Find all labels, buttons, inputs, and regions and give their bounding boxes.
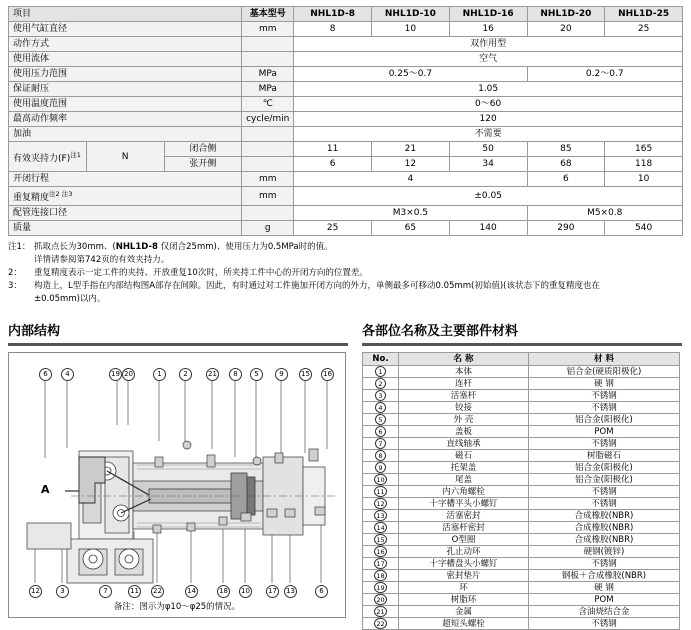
part-material: 不锈钢	[529, 438, 680, 450]
part-material: 合成橡胶(NBR)	[529, 510, 680, 522]
table-row	[9, 221, 683, 236]
cell-span: ±0.05	[294, 187, 683, 206]
parts-list-column	[362, 320, 682, 630]
callout-top-11: 16	[321, 368, 334, 381]
drawing-svg	[9, 353, 346, 618]
row-unit	[242, 157, 294, 172]
part-material: 铝合金(硬质阳极化)	[529, 366, 680, 378]
cell-group: M5×0.8	[527, 206, 683, 221]
part-number: 17	[363, 558, 399, 570]
cell-span: 1.05	[294, 82, 683, 97]
row-label: 最高动作频率	[9, 112, 242, 127]
part-number: 9	[363, 462, 399, 474]
footnote-1-sub: 详情请参阅第742页的有效夹持力。	[34, 255, 170, 265]
section-rule	[362, 343, 682, 346]
part-material: 不锈钢	[529, 390, 680, 402]
cell: 540	[605, 221, 683, 236]
row-unit-newton: N	[86, 142, 164, 172]
part-name: 活塞杆	[399, 390, 529, 402]
callout-bottom-0: 12	[29, 585, 42, 598]
part-material: 树脂磁石	[529, 450, 680, 462]
table-row	[363, 402, 680, 414]
cell: 68	[527, 157, 605, 172]
cell-group: 10	[605, 172, 683, 187]
part-name: 十字槽平头小螺钉	[399, 498, 529, 510]
callout-top-10: 15	[299, 368, 312, 381]
row-sub-label: 闭合侧	[164, 142, 242, 157]
table-row	[363, 546, 680, 558]
part-material: 铝合金(阳极化)	[529, 474, 680, 486]
table-row	[363, 618, 680, 630]
model-col-3: NHL1D-20	[527, 7, 605, 22]
table-row	[363, 486, 680, 498]
callout-bottom-4: 22	[151, 585, 164, 598]
part-number: 13	[363, 510, 399, 522]
row-unit	[242, 142, 294, 157]
table-row	[9, 172, 683, 187]
row-unit: g	[242, 221, 294, 236]
part-number: 11	[363, 486, 399, 498]
table-row	[9, 97, 683, 112]
part-number: 16	[363, 546, 399, 558]
cell: 6	[294, 157, 372, 172]
table-row	[9, 206, 683, 221]
parts-header-material: 材 料	[529, 353, 680, 366]
part-name: 外 壳	[399, 414, 529, 426]
footnote-marker: 注2 注3	[49, 190, 73, 198]
part-number: 12	[363, 498, 399, 510]
parts-header-no: No.	[363, 353, 399, 366]
part-name: 盖板	[399, 426, 529, 438]
callout-A-label: A	[41, 483, 50, 496]
row-unit	[242, 206, 294, 221]
part-material: 合成橡胶(NBR)	[529, 522, 680, 534]
part-name: 金属	[399, 606, 529, 618]
row-unit: mm	[242, 172, 294, 187]
callout-top-8: 5	[250, 368, 263, 381]
model-col-1: NHL1D-10	[372, 7, 450, 22]
row-label: 使用气缸直径	[9, 22, 242, 37]
cell: 118	[605, 157, 683, 172]
part-number: 20	[363, 594, 399, 606]
part-name: 活塞杆密封	[399, 522, 529, 534]
part-name: 托架盖	[399, 462, 529, 474]
row-unit: mm	[242, 22, 294, 37]
footnote-3-sub: ±0.05mm)以内。	[34, 294, 106, 304]
table-row	[363, 582, 680, 594]
internal-structure-column	[8, 320, 348, 630]
part-number: 10	[363, 474, 399, 486]
table-row	[9, 67, 683, 82]
callout-top-3: 20	[122, 368, 135, 381]
part-name: 活塞密封	[399, 510, 529, 522]
table-row	[363, 414, 680, 426]
parts-header-name: 名 称	[399, 353, 529, 366]
row-label-grip-force: 有效夹持力$(F)^{注1}$	[9, 142, 87, 172]
callout-bottom-9: 13	[284, 585, 297, 598]
callout-top-1: 4	[61, 368, 74, 381]
row-sub-label: 张开侧	[164, 157, 242, 172]
part-number: 21	[363, 606, 399, 618]
cell-span: 空气	[294, 52, 683, 67]
cell: 290	[527, 221, 605, 236]
specification-table	[8, 6, 683, 236]
callout-top-2: 19	[109, 368, 122, 381]
model-col-2: NHL1D-16	[449, 7, 527, 22]
table-row	[363, 534, 680, 546]
part-number: 22	[363, 618, 399, 630]
cell: 11	[294, 142, 372, 157]
cell: 165	[605, 142, 683, 157]
parts-table	[362, 352, 680, 630]
row-label: 配管连接口径	[9, 206, 242, 221]
row-label: 加油	[9, 127, 242, 142]
part-number: 14	[363, 522, 399, 534]
row-label: 开闭行程	[9, 172, 242, 187]
part-name: O型圈	[399, 534, 529, 546]
cell: 50	[449, 142, 527, 157]
row-label: 动作方式	[9, 37, 242, 52]
callout-top-0: 6	[39, 368, 52, 381]
table-row	[363, 462, 680, 474]
table-row	[9, 37, 683, 52]
cell: 140	[449, 221, 527, 236]
footnotes	[8, 241, 683, 306]
model-col-4: NHL1D-25	[605, 7, 683, 22]
table-row	[363, 498, 680, 510]
callout-top-9: 9	[275, 368, 288, 381]
footnote-text: 重复精度表示一定工件的夹持、开放重复10次时，所夹持工件中心的开闭方向的位置差。	[34, 268, 368, 278]
header-item-label: 项目	[9, 7, 242, 22]
part-name: 环	[399, 582, 529, 594]
table-row	[363, 522, 680, 534]
part-number: 18	[363, 570, 399, 582]
table-row	[9, 22, 683, 37]
part-name: 直线轴承	[399, 438, 529, 450]
part-number: 19	[363, 582, 399, 594]
cell: 20	[527, 22, 605, 37]
part-number: 15	[363, 534, 399, 546]
callout-top-4: 1	[153, 368, 166, 381]
table-row	[9, 127, 683, 142]
part-material: 合成橡胶(NBR)	[529, 534, 680, 546]
part-material: 不锈钢	[529, 402, 680, 414]
callout-top-6: 21	[206, 368, 219, 381]
cell: 25	[605, 22, 683, 37]
callout-bottom-10: 6	[315, 585, 328, 598]
table-row	[9, 52, 683, 67]
part-material: 硬 钢	[529, 582, 680, 594]
callout-bottom-6: 18	[217, 585, 230, 598]
part-material: 不锈钢	[529, 618, 680, 630]
cell-span: 0～60	[294, 97, 683, 112]
cell: 16	[449, 22, 527, 37]
table-row	[363, 570, 680, 582]
part-material: 不锈钢	[529, 486, 680, 498]
part-material: POM	[529, 594, 680, 606]
table-row	[363, 426, 680, 438]
part-number: 5	[363, 414, 399, 426]
cell: 34	[449, 157, 527, 172]
cell-span: 不需要	[294, 127, 683, 142]
table-row	[363, 594, 680, 606]
part-material: 铝合金(阳极化)	[529, 462, 680, 474]
part-material: 硬钢(镀锌)	[529, 546, 680, 558]
part-name: 尾盖	[399, 474, 529, 486]
part-material: 不锈钢	[529, 498, 680, 510]
part-number: 1	[363, 366, 399, 378]
callout-bottom-1: 3	[56, 585, 69, 598]
table-row	[9, 112, 683, 127]
part-number: 4	[363, 402, 399, 414]
cell: 21	[372, 142, 450, 157]
part-material: 含油烧结合金	[529, 606, 680, 618]
part-name: 十字槽盘头小螺钉	[399, 558, 529, 570]
callout-bottom-8: 17	[266, 585, 279, 598]
part-name: 本体	[399, 366, 529, 378]
table-row	[363, 378, 680, 390]
cell: 12	[372, 157, 450, 172]
part-name: 树脂环	[399, 594, 529, 606]
row-unit	[242, 127, 294, 142]
row-unit: cycle/min	[242, 112, 294, 127]
callout-bottom-7: 10	[239, 585, 252, 598]
row-unit: MPa	[242, 82, 294, 97]
part-number: 8	[363, 450, 399, 462]
parts-header-row	[363, 353, 680, 366]
part-name: 孔止动环	[399, 546, 529, 558]
callout-bottom-2: 7	[99, 585, 112, 598]
section-title-internal-structure: 内部结构	[8, 324, 61, 339]
part-number: 2	[363, 378, 399, 390]
cell: 85	[527, 142, 605, 157]
row-unit: ℃	[242, 97, 294, 112]
row-label: 使用压力范围	[9, 67, 242, 82]
table-header-row	[9, 7, 683, 22]
part-number: 6	[363, 426, 399, 438]
row-unit: mm	[242, 187, 294, 206]
part-material: 硬 钢	[529, 378, 680, 390]
table-row	[9, 142, 683, 157]
table-row	[363, 390, 680, 402]
part-name: 磁石	[399, 450, 529, 462]
table-row	[363, 438, 680, 450]
part-material: POM	[529, 426, 680, 438]
cell-group: M3×0.5	[294, 206, 527, 221]
cell: 65	[372, 221, 450, 236]
footnote-1	[8, 241, 683, 254]
callout-bottom-3: 11	[128, 585, 141, 598]
cell-group: 0.2～0.7	[527, 67, 683, 82]
row-label: 保证耐压	[9, 82, 242, 97]
row-label: 使用流体	[9, 52, 242, 67]
callout-top-7: 8	[229, 368, 242, 381]
part-material: 钢板＋合成橡胶(NBR)	[529, 570, 680, 582]
footnote-number: 注1：	[8, 242, 31, 252]
table-row	[363, 366, 680, 378]
table-row	[363, 450, 680, 462]
part-material: 不锈钢	[529, 558, 680, 570]
table-row	[363, 606, 680, 618]
internal-structure-drawing	[8, 352, 346, 618]
table-row	[9, 82, 683, 97]
header-model-label: 基本型号	[242, 7, 294, 22]
footnote-text: 构造上，L型手指在内部结构图A部存在间隙。因此，有时通过对工件施加开闭方向的外力，单侧最多可移动0.05mm(初始值)(该状态下的重复精度也在	[34, 281, 600, 291]
section-rule	[8, 343, 348, 346]
part-material: 铝合金(阳极化)	[529, 414, 680, 426]
table-row	[363, 510, 680, 522]
cell: 25	[294, 221, 372, 236]
table-row	[363, 474, 680, 486]
footnote-number: 3：	[8, 281, 22, 291]
row-unit	[242, 37, 294, 52]
row-label: 重复精度$^{注2 注3}$	[9, 187, 242, 206]
part-number: 3	[363, 390, 399, 402]
cell-group: 6	[527, 172, 605, 187]
part-name: 连杆	[399, 378, 529, 390]
cell-group: 0.25～0.7	[294, 67, 527, 82]
row-label: 使用温度范围	[9, 97, 242, 112]
part-number: 7	[363, 438, 399, 450]
drawing-note: 备注：图示为φ10～φ25的情况。	[113, 602, 241, 612]
part-name: 铰接	[399, 402, 529, 414]
row-unit	[242, 52, 294, 67]
footnote-number: 2：	[8, 268, 22, 278]
callout-top-5: 2	[179, 368, 192, 381]
model-col-0: NHL1D-8	[294, 7, 372, 22]
cell-span: 双作用型	[294, 37, 683, 52]
footnote-text: 抓取点长为30mm、(NHL1D-8 仅闭合25mm)、使用压力为0.5MPa时的值。	[34, 242, 333, 252]
cell-span: 120	[294, 112, 683, 127]
cell: 8	[294, 22, 372, 37]
table-row	[9, 187, 683, 206]
table-row	[363, 558, 680, 570]
cell: 10	[372, 22, 450, 37]
footnote-3	[8, 280, 683, 293]
footnote-2	[8, 267, 683, 280]
section-title-parts-list: 各部位名称及主要部件材料	[362, 324, 519, 339]
row-unit: MPa	[242, 67, 294, 82]
callout-bottom-5: 14	[185, 585, 198, 598]
row-label: 质量	[9, 221, 242, 236]
part-name: 超短头螺栓	[399, 618, 529, 630]
part-name: 内六角螺栓	[399, 486, 529, 498]
footnote-marker: 注1	[70, 150, 81, 159]
lower-section	[8, 320, 683, 630]
part-name: 密封垫片	[399, 570, 529, 582]
cell-group: 4	[294, 172, 527, 187]
